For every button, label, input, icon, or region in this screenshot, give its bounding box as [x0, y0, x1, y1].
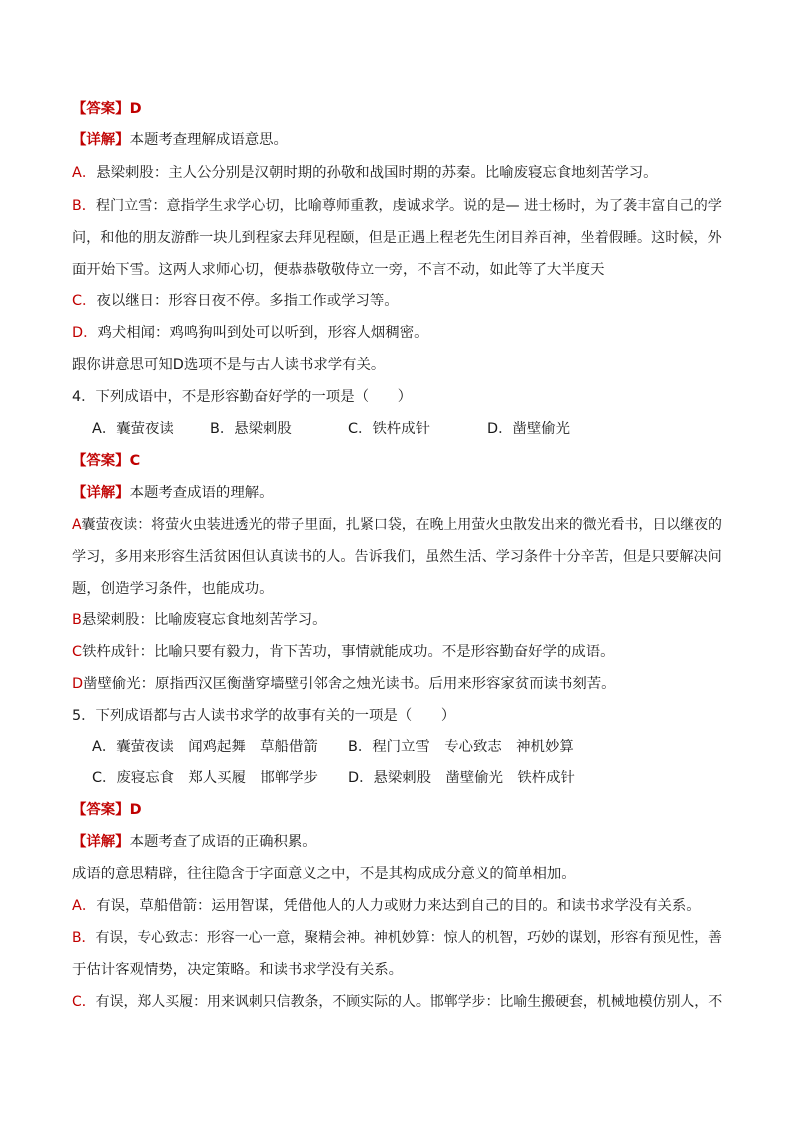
detail-text: 本题考查理解成语意思。 [129, 132, 288, 148]
q4-option-d: D．凿壁偷光 [487, 421, 571, 437]
q4-explain-a-line3 [72, 579, 722, 599]
detail-text: 本题考查了成语的正确积累。 [129, 834, 317, 850]
option-label: C． [72, 994, 96, 1010]
option-explanation: 问，和他的朋友游酢一块儿到程家去拜见程颐，但是正遇上程老先生闭目养百神，坐着假睡。这时候，外 [72, 230, 722, 246]
q3-explain-b-line2 [72, 228, 722, 248]
q4-explain-b [72, 610, 722, 630]
answer-value: C [129, 453, 141, 469]
option-explanation: 学习，多用来形容生活贫困但认真读书的人。告诉我们，虽然生活、学习条件十分辛苦，但是只要解决问 [72, 549, 722, 565]
intro-text: 成语的意思精辟，往往隐含于字面意义之中，不是其构成成分意义的简单相加。 [72, 866, 576, 882]
q3-summary [72, 355, 722, 375]
detail-text: 本题考查成语的理解。 [129, 485, 274, 501]
q4-explain-a-line1 [72, 515, 722, 535]
answer-value: D [129, 101, 142, 117]
detail-tag: 【详解】 [72, 132, 130, 148]
q3-detail [72, 130, 722, 150]
q5-stem [72, 706, 722, 726]
option-explanation: 有误，草船借箭：运用智谋，凭借他人的人力或财力来达到自己的目的。和读书求学没有关系。 [96, 898, 701, 914]
q5-answer [72, 800, 722, 820]
q4-explain-c [72, 642, 722, 662]
option-explanation: 铁杵成针：比喻只要有毅力，肯下苦功，事情就能成功。不是形容勤奋好学的成语。 [82, 644, 615, 660]
option-explanation: 有误，专心致志：形容一心一意，聚精会神。神机妙算：惊人的机智，巧妙的谋划，形容有预见性，善 [95, 930, 722, 946]
q4-option-b: B．悬梁刺股 [210, 421, 292, 437]
question-stem: 5．下列成语都与古人读书求学的故事有关的一项是（ ） [72, 708, 456, 724]
q5-option-b: B．程门立雪 专心致志 神机妙算 [348, 739, 574, 755]
option-label: A． [72, 898, 97, 914]
q4-detail [72, 483, 722, 503]
q3-explain-b-line1 [72, 196, 722, 216]
q5-explain-b-line1 [72, 928, 722, 948]
question-stem: 4．下列成语中，不是形容勤奋好学的一项是（ ） [72, 389, 413, 405]
q5-explain-c [72, 992, 722, 1012]
option-label: C． [72, 293, 97, 309]
option-explanation: 悬梁刺股：比喻废寝忘食地刻苦学习。 [81, 612, 327, 628]
answer-tag: 【答案】 [72, 101, 130, 117]
q3-explain-d [72, 323, 722, 343]
q4-option-a: A．囊萤夜读 [92, 421, 174, 437]
q5-intro [72, 864, 722, 884]
summary-text: 跟你讲意思可知D选项不是与古人读书求学有关。 [72, 357, 386, 373]
option-label: B． [72, 198, 96, 214]
option-label: C [72, 644, 83, 660]
option-label: A [72, 517, 82, 533]
option-explanation: 囊萤夜读：将萤火虫装进透光的带子里面，扎紧口袋，在晚上用萤火虫散发出来的微光看书，日以继夜的 [81, 517, 722, 533]
option-label: A． [72, 165, 97, 181]
option-explanation: 有误，郑人买履：用来讽刺只信教条，不顾实际的人。邯郸学步：比喻生搬硬套，机械地模仿别人，不 [95, 994, 723, 1010]
option-explanation: 夜以继日：形容日夜不停。多指工作或学习等。 [96, 293, 399, 309]
q5-explain-b-line2 [72, 960, 722, 980]
answer-tag: 【答案】 [72, 453, 130, 469]
answer-tag: 【答案】 [72, 802, 130, 818]
detail-tag: 【详解】 [72, 834, 130, 850]
q3-explain-c [72, 291, 722, 311]
q5-detail [72, 832, 722, 852]
detail-tag: 【详解】 [72, 485, 130, 501]
q3-explain-b-line3 [72, 260, 722, 280]
q5-option-a: A．囊萤夜读 闻鸡起舞 草船借箭 [92, 739, 318, 755]
q3-answer [72, 99, 722, 119]
option-explanation: 面开始下雪。这两人求师心切，便恭恭敬敬侍立一旁，不言不动，如此等了大半度天 [72, 262, 605, 278]
q4-stem [72, 387, 722, 407]
option-explanation: 程门立雪：意指学生求学心切，比喻尊师重教，虔诚求学。说的是— 进士杨时，为了袭丰富自己的学 [95, 198, 722, 214]
option-explanation: 鸡犬相闻：鸡鸣狗叫到处可以听到，形容人烟稠密。 [97, 325, 429, 341]
option-label: D． [72, 325, 98, 341]
q5-explain-a [72, 896, 722, 916]
option-label: B [72, 612, 82, 628]
option-explanation: 题，创造学习条件，也能成功。 [72, 581, 274, 597]
q3-explain-a [72, 163, 722, 183]
q4-explain-d [72, 674, 722, 694]
q4-answer [72, 451, 722, 471]
q5-option-d: D．悬梁刺股 凿壁偷光 铁杵成针 [348, 770, 575, 786]
option-explanation: 于估计客观情势，决定策略。和读书求学没有关系。 [72, 962, 403, 978]
answer-value: D [129, 802, 142, 818]
q4-option-c: C．铁杵成针 [348, 421, 431, 437]
option-label: D [72, 676, 84, 692]
option-explanation: 凿壁偷光：原指西汉匡衡凿穿墙壁引邻舍之烛光读书。后用来形容家贫而读书刻苦。 [83, 676, 616, 692]
q4-explain-a-line2 [72, 547, 722, 567]
option-explanation: 悬梁刺股：主人公分别是汉朝时期的孙敬和战国时期的苏秦。比喻废寝忘食地刻苦学习。 [96, 165, 658, 181]
q5-option-c: C．废寝忘食 郑人买履 邯郸学步 [92, 770, 318, 786]
option-label: B． [72, 930, 96, 946]
